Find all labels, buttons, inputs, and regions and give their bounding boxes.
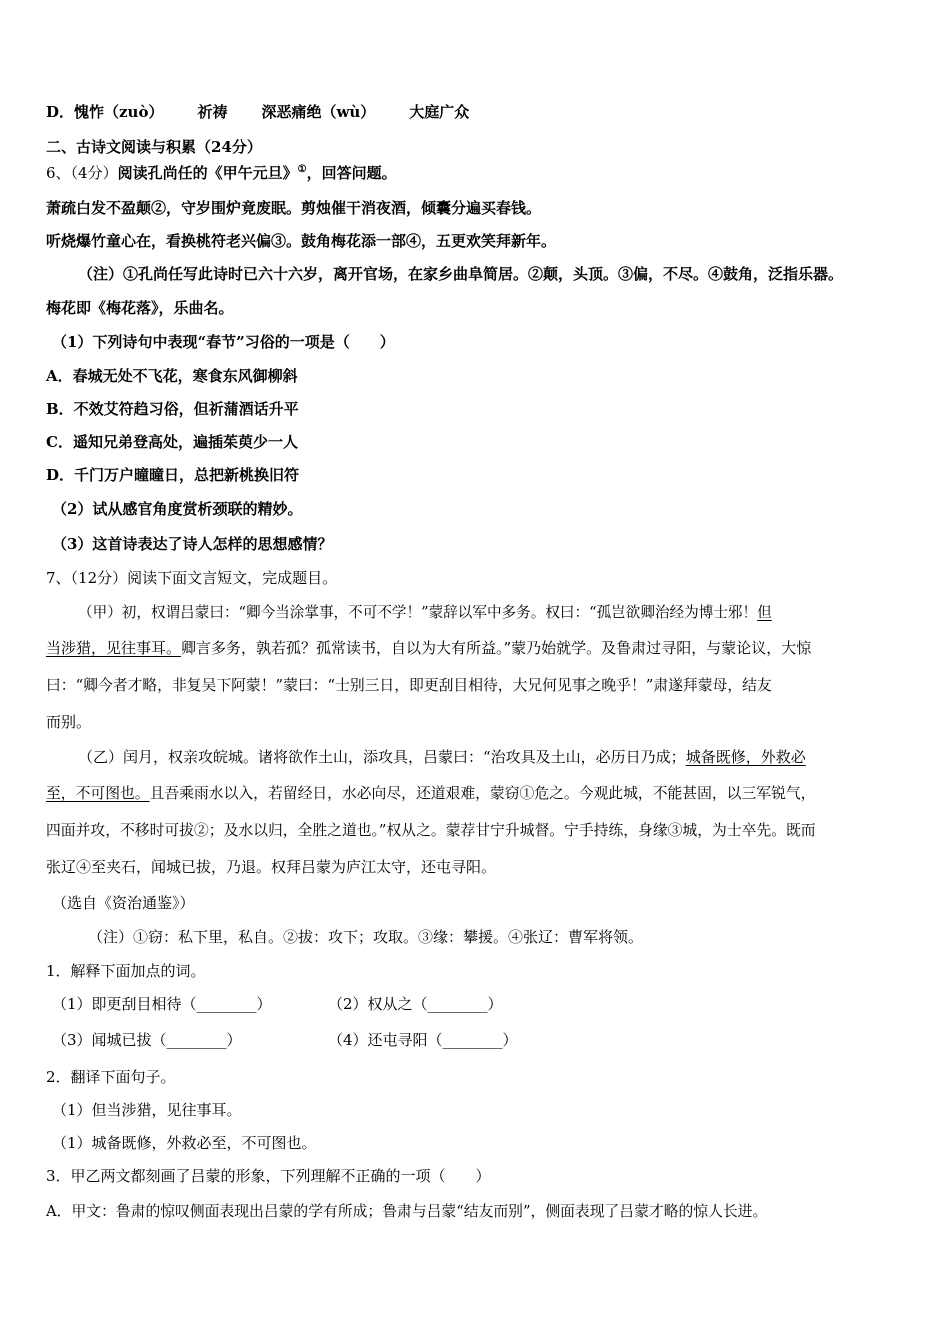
passage-text: 且吾乘雨水以入，若留经日，水必向尽，还道艰难，蒙窃①危之。今观此城，不能甚固，以三军锐气， [149,785,816,802]
q7-title: 7、（12分）阅读下面文言短文，完成题目。 [46,569,338,587]
passage-jia-line-1 [78,602,772,624]
poem-line-2: 听烧爆竹童心在，看换桃符老兴偏③。鼓角梅花添一部④，五更欢笑拜新年。 [46,232,557,250]
option-word: 深恶痛绝（wù） [261,103,376,121]
q6-stem-end: ，回答问题。 [306,164,397,182]
option-word: 大庭广众 [409,103,470,121]
q6-option-b: B．不效艾符趋习俗，但祈蒲酒话升平 [46,400,299,418]
q7-sub1-item-2: （2）权从之（________） [328,995,503,1013]
option-word: 祈祷 [197,103,228,121]
section-title: 二、古诗文阅读与积累（24分） [46,138,262,156]
q6-option-d: D．千门万户曈曈日，总把新桃换旧符 [46,466,300,484]
q6-stem-text: 阅读孔尚任的《甲午元旦》 [117,164,298,182]
passage-yi-line-2 [46,783,815,805]
passage-jia-line-2 [46,637,811,659]
underlined-sentence: 至，不可图也。 [46,785,150,802]
passage-yi-line-4: 张辽④至夹石，闻城已拔，乃退。权拜吕蒙为庐江太守，还屯寻阳。 [46,858,497,876]
underlined-sentence: 但 [757,604,772,621]
q7-sub3-option-a: A．甲文：鲁肃的惊叹侧面表现出吕蒙的学有所成；鲁肃与吕蒙“结友而别”，侧面表现了吕蒙才略的惊人长进。 [46,1203,768,1220]
poem-note-1: （注）①孔尚任写此诗时已六十六岁，离开官场，在家乡曲阜简居。②颠，头顶。③偏，不尽。④鼓角，泛指乐器。 [78,265,844,283]
poem-line-1: 萧疏白发不盈颠②，守岁围炉竟废眠。剪烛催干消夜酒，倾囊分遍买春钱。 [46,199,542,217]
q7-sub2-item-2: （1）城备既修，外救必至，不可图也。 [52,1134,317,1152]
q6-sub1: （1）下列诗句中表现“春节”习俗的一项是（ ） [52,333,395,351]
q7-sub1-title: 1．解释下面加点的词。 [46,962,206,980]
q7-sub1-item-1: （1）即更刮目相待（________） [52,995,272,1013]
passage-text: 卿言多务，孰若孤？孤常读书，自以为大有所益。”蒙乃始就学。及鲁肃过寻阳，与蒙论议，大惊 [181,639,812,657]
q7-sub2-item-1: （1）但当涉猎，见往事耳。 [52,1101,242,1119]
passage-text: （乙）闰月，权亲攻皖城。诸将欲作土山，添攻具，吕蒙曰：“治攻具及土山，必历日乃成； [78,748,686,766]
option-label: D． [46,103,75,121]
passage-yi-line-3: 四面并攻，不移时可拔②；及水以归，全胜之道也。”权从之。蒙荐甘宁升城督。宁手持练，身缘③城，为士卒先。既而 [46,822,816,839]
passage-note: （注）①窃：私下里，私自。②拔：攻下；攻取。③缘：攀援。④张辽：曹军将领。 [88,928,644,946]
q7-sub2-title: 2．翻译下面句子。 [46,1068,176,1086]
option-word: 愧怍（zuò） [74,103,164,121]
q6-sub2: （2）试从感官角度赏析颈联的精妙。 [52,500,303,518]
footnote-marker: ① [297,164,307,175]
passage-jia-line-4: 而别。 [46,713,92,731]
passage-yi-line-1 [78,746,806,768]
q7-sub1-item-4: （4）还屯寻阳（________） [328,1031,518,1049]
q7-sub1-item-3: （3）闻城已拔（________） [52,1031,242,1049]
underlined-sentence: 城备既修，外救必 [685,748,806,766]
q6-sub3: （3）这首诗表达了诗人怎样的思想感情？ [52,535,333,553]
poem-note-2: 梅花即《梅花落》，乐曲名。 [46,299,234,317]
q6-stem [46,162,397,184]
underlined-sentence: 当涉猎，见往事耳。 [46,639,182,657]
q5-option-d [46,101,469,123]
passage-source: （选自《资治通鉴》） [52,894,195,912]
q6-prefix: 6、（4分） [46,164,118,182]
passage-jia-line-3: 曰：“卿今者才略，非复吴下阿蒙！”蒙曰：“士别三日，即更刮目相待，大兄何见事之晚乎！”肃遂拜蒙母，结友 [46,677,772,694]
q7-sub3-title: 3．甲乙两文都刻画了吕蒙的形象，下列理解不正确的一项（ ） [46,1167,491,1185]
q6-option-c: C．遥知兄弟登高处，遍插茱萸少一人 [46,433,298,451]
passage-text: （甲）初，权谓吕蒙曰：“卿今当涂掌事，不可不学！”蒙辞以军中多务。权曰：“孤岂欲卿治经为博士邪！ [78,604,758,621]
q6-option-a: A．春城无处不飞花，寒食东风御柳斜 [46,367,298,385]
